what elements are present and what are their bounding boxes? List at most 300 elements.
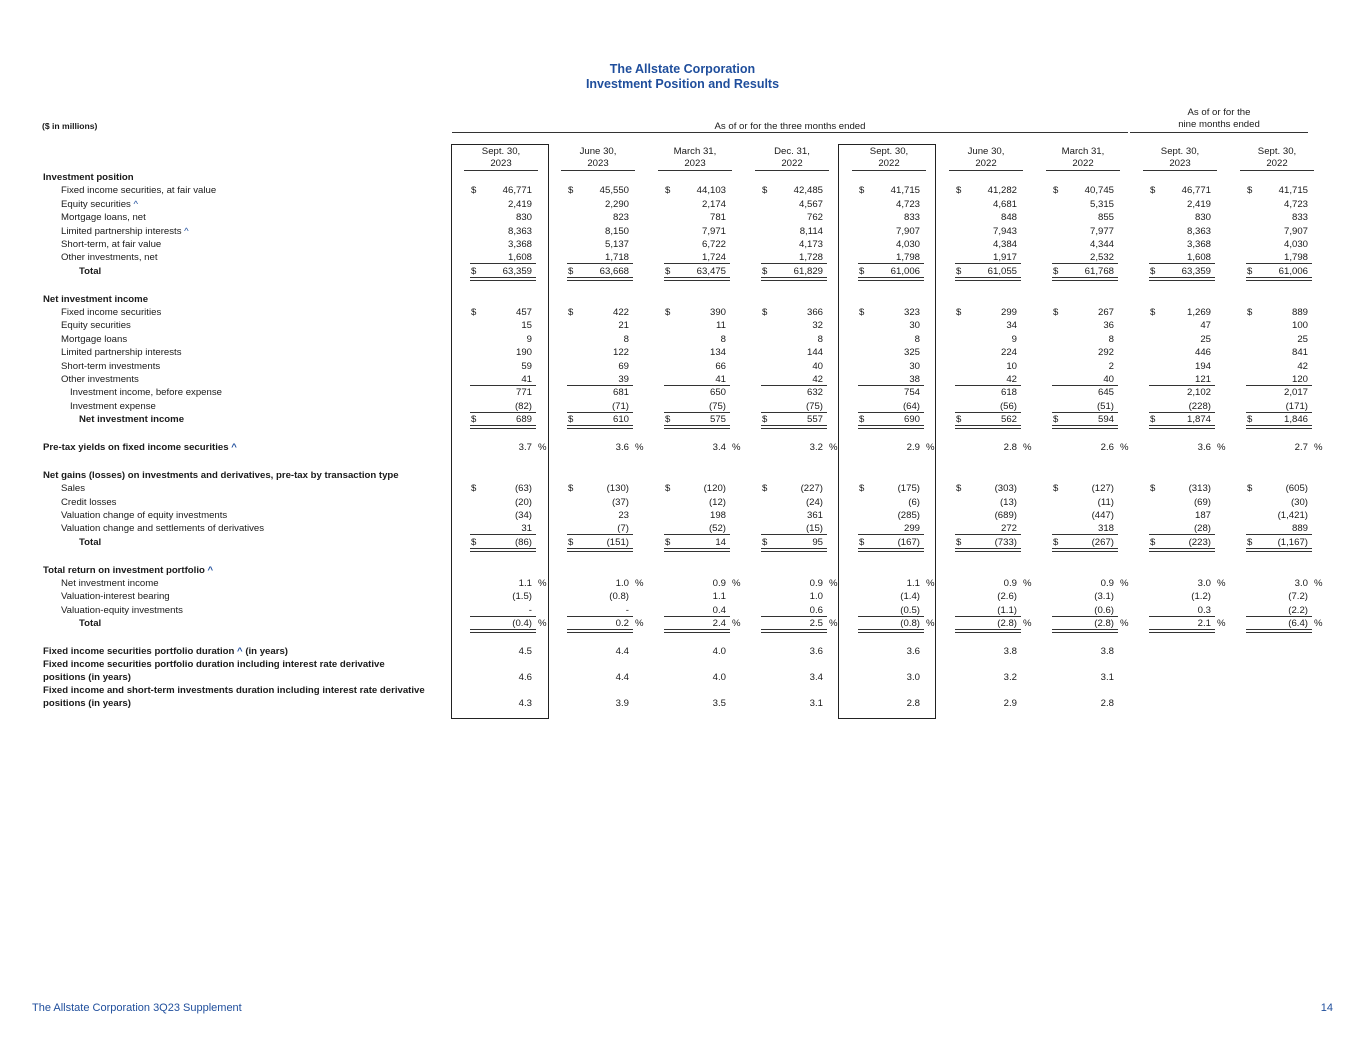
cell-value: 95 — [812, 536, 823, 548]
double-underline — [1149, 277, 1215, 281]
dollar-sign: $ — [665, 483, 671, 495]
single-underline — [1052, 263, 1118, 264]
double-underline — [955, 629, 1021, 633]
cell-value: 69 — [618, 360, 629, 372]
dollar-sign: $ — [956, 307, 962, 318]
row-label-text: Net investment income — [43, 293, 149, 305]
single-underline — [1246, 534, 1312, 535]
column-header-line2: 2022 — [1266, 158, 1288, 169]
row-label-text: Fixed income securities portfolio duration — [43, 646, 235, 657]
cell-value: 42 — [812, 374, 823, 385]
cell-value: 4.0 — [712, 671, 726, 683]
column-header-line2: 2022 — [878, 158, 900, 169]
single-underline — [470, 616, 536, 617]
row-label-text: Valuation change and settlements of derivatives — [61, 523, 265, 535]
cell-value: 2,290 — [604, 198, 629, 210]
cell-value: 2,102 — [1186, 387, 1211, 399]
cell-value: 2,174 — [701, 198, 726, 210]
cell-value: 190 — [515, 347, 532, 359]
cell-value: 2,419 — [507, 198, 532, 210]
row-label — [61, 307, 161, 318]
cell-value: 7,907 — [895, 225, 920, 237]
cell-value: (0.8) — [609, 591, 629, 603]
cell-value: 8,150 — [604, 225, 629, 237]
double-underline — [1149, 629, 1215, 633]
row-label-text: Limited partnership interests — [61, 225, 182, 237]
cell-value: 14 — [715, 536, 726, 548]
cell-value: 7,971 — [701, 225, 726, 237]
cell-value: 46,771 — [1181, 185, 1211, 197]
cell-value: (689) — [994, 510, 1017, 521]
double-underline — [858, 277, 924, 281]
cell-value: 41,715 — [1278, 185, 1308, 197]
single-underline — [1149, 412, 1215, 413]
double-underline — [470, 629, 536, 633]
cell-value: 61,006 — [1278, 265, 1308, 277]
dollar-sign: $ — [762, 483, 768, 495]
cell-value: (7) — [617, 523, 629, 535]
row-label — [61, 374, 139, 385]
cell-value: 1.0 — [809, 591, 823, 603]
cell-value: 1,269 — [1186, 307, 1211, 318]
dollar-sign: $ — [762, 185, 768, 197]
percent-sign: % — [635, 618, 644, 630]
column-header-rule — [949, 170, 1023, 171]
dollar-sign: $ — [1150, 307, 1156, 318]
report-subtitle: Investment Position and Results — [585, 77, 780, 91]
single-underline — [955, 385, 1021, 386]
cell-value: 120 — [1291, 374, 1308, 385]
dollar-sign: $ — [568, 307, 574, 318]
row-label-text: Valuation-interest bearing — [61, 591, 170, 603]
double-underline — [567, 548, 633, 552]
single-underline — [1149, 263, 1215, 264]
cell-value: (447) — [1091, 510, 1114, 521]
cell-value: 2.8 — [906, 697, 920, 709]
cell-value: 618 — [1000, 387, 1017, 399]
row-label-text: Investment position — [43, 172, 134, 183]
percent-sign: % — [829, 618, 838, 630]
cell-value: 38 — [909, 374, 920, 385]
cell-value: (63) — [514, 483, 532, 495]
row-label-text: Other investments — [61, 374, 139, 385]
cell-value: 833 — [1291, 212, 1308, 224]
double-underline — [567, 629, 633, 633]
dollar-sign: $ — [1053, 536, 1059, 548]
column-header-rule — [1046, 170, 1120, 171]
percent-sign: % — [829, 442, 838, 453]
dollar-sign: $ — [762, 414, 768, 426]
column-header-rule — [464, 170, 538, 171]
row-label-text: Equity securities — [61, 198, 131, 210]
row-label — [79, 537, 101, 548]
cell-value: 1,728 — [798, 252, 823, 264]
cell-value: 3.5 — [712, 697, 726, 709]
cell-value: 754 — [903, 387, 920, 399]
column-header-line2: 2023 — [587, 158, 609, 169]
cell-value: 5,315 — [1089, 198, 1114, 210]
dollar-sign: $ — [1053, 483, 1059, 495]
row-label — [61, 361, 160, 372]
cell-value: 121 — [1194, 374, 1211, 385]
dollar-sign: $ — [1150, 414, 1156, 426]
cell-value: 40,745 — [1084, 185, 1114, 197]
caret-marker: ^ — [204, 564, 214, 576]
cell-value: 0.9 — [1100, 578, 1114, 589]
cell-value: 4,681 — [992, 198, 1017, 210]
dollar-sign: $ — [859, 414, 865, 426]
percent-sign: % — [1217, 618, 1226, 630]
dollar-sign: $ — [762, 307, 768, 318]
cell-value: 4,173 — [798, 239, 823, 250]
three-months-header-rule — [452, 132, 1128, 133]
percent-sign: % — [1314, 618, 1323, 630]
cell-value: 30 — [909, 320, 920, 332]
row-label — [43, 470, 399, 481]
cell-value: 833 — [903, 212, 920, 224]
row-label — [61, 185, 216, 196]
cell-value: 45,550 — [599, 185, 629, 197]
row-label — [43, 565, 213, 576]
cell-value: 771 — [515, 387, 532, 399]
caret-marker: ^ — [181, 225, 189, 237]
cell-value: (82) — [514, 400, 532, 412]
cell-value: 0.3 — [1197, 604, 1211, 616]
row-label-text: Mortgage loans — [61, 333, 128, 345]
cell-value: (71) — [611, 400, 629, 412]
cell-value: (227) — [800, 483, 823, 495]
cell-value: 61,055 — [987, 265, 1017, 277]
cell-value: 224 — [1000, 347, 1017, 359]
cell-value: 9 — [1011, 333, 1017, 345]
double-underline — [664, 629, 730, 633]
cell-value: 2.1 — [1197, 618, 1211, 630]
single-underline — [470, 385, 536, 386]
cell-value: 318 — [1097, 523, 1114, 535]
cell-value: 323 — [903, 307, 920, 318]
cell-value: 8 — [914, 333, 920, 345]
cell-value: (37) — [611, 496, 629, 508]
row-label-text: Net gains (losses) on investments and derivatives, pre-tax by transaction type — [43, 469, 399, 481]
percent-sign: % — [1023, 578, 1032, 589]
cell-value: 781 — [709, 212, 726, 224]
cell-value: 61,829 — [793, 265, 823, 277]
cell-value: 823 — [612, 212, 629, 224]
cell-value: 361 — [806, 510, 823, 521]
single-underline — [955, 412, 1021, 413]
cell-value: 3.6 — [809, 646, 823, 657]
cell-value: 2,017 — [1283, 387, 1308, 399]
cell-value: 2.9 — [1003, 697, 1017, 709]
cell-value: 299 — [903, 523, 920, 535]
row-label — [43, 659, 385, 670]
cell-value: 3.4 — [712, 442, 726, 453]
row-label-text: Fixed income securities portfolio duration including interest rate derivative — [43, 659, 385, 671]
row-label — [43, 172, 134, 183]
column-header-rule — [755, 170, 829, 171]
column-header-line2: 2022 — [1072, 158, 1094, 169]
cell-value: (86) — [514, 536, 532, 548]
cell-value: 272 — [1000, 523, 1017, 535]
cell-value: (0.6) — [1094, 604, 1114, 616]
cell-value: 889 — [1291, 523, 1308, 535]
cell-value: 0.9 — [712, 578, 726, 589]
row-label — [43, 294, 148, 305]
page-number: 14 — [1320, 1002, 1333, 1014]
cell-value: 762 — [806, 212, 823, 224]
dollar-sign: $ — [762, 265, 768, 277]
double-underline — [664, 277, 730, 281]
dollar-sign: $ — [665, 536, 671, 548]
cell-value: 4,384 — [992, 239, 1017, 250]
cell-value: (267) — [1091, 536, 1114, 548]
row-label-text: Valuation change of equity investments — [61, 510, 228, 521]
cell-value: (1.2) — [1191, 591, 1211, 603]
cell-value: 325 — [903, 347, 920, 359]
double-underline — [567, 277, 633, 281]
cell-value: 47 — [1200, 320, 1211, 332]
three-months-header: As of or for the three months ended — [714, 121, 866, 132]
cell-value: 2,532 — [1089, 252, 1114, 264]
double-underline — [955, 548, 1021, 552]
cell-value: 61,768 — [1084, 265, 1114, 277]
cell-value: (52) — [708, 523, 726, 535]
single-underline — [1149, 385, 1215, 386]
dollar-sign: $ — [665, 307, 671, 318]
row-label — [61, 483, 85, 494]
percent-sign: % — [829, 578, 838, 589]
cell-value: 594 — [1097, 414, 1114, 426]
cell-value: 8,114 — [799, 225, 823, 237]
column-header-line1: June 30, — [579, 146, 617, 157]
cell-value: 0.2 — [615, 618, 629, 630]
cell-value: (2.6) — [997, 591, 1017, 603]
dollar-sign: $ — [956, 414, 962, 426]
double-underline — [1149, 425, 1215, 429]
cell-value: 122 — [612, 347, 629, 359]
cell-value: (2.2) — [1288, 604, 1308, 616]
dollar-sign: $ — [956, 185, 962, 197]
cell-value: 1,917 — [992, 252, 1017, 264]
cell-value: (51) — [1096, 400, 1114, 412]
percent-sign: % — [538, 578, 547, 589]
cell-value: 1,718 — [604, 252, 629, 264]
percent-sign: % — [1023, 442, 1032, 453]
cell-value: 390 — [709, 307, 726, 318]
cell-value: 292 — [1097, 347, 1114, 359]
row-label — [61, 497, 116, 508]
cell-value: 3.1 — [1100, 671, 1114, 683]
row-label — [43, 646, 288, 657]
single-underline — [955, 616, 1021, 617]
row-label-text: Other investments, net — [61, 252, 158, 264]
dollar-sign: $ — [859, 185, 865, 197]
single-underline — [664, 534, 730, 535]
cell-value: 63,359 — [502, 265, 532, 277]
cell-value: 40 — [1103, 374, 1114, 385]
single-underline — [664, 412, 730, 413]
cell-value: (171) — [1285, 400, 1308, 412]
cell-value: 61,006 — [890, 265, 920, 277]
dollar-sign: $ — [568, 265, 574, 277]
row-label — [61, 578, 159, 589]
double-underline — [858, 629, 924, 633]
dollar-sign: $ — [1053, 307, 1059, 318]
double-underline — [858, 548, 924, 552]
cell-value: (75) — [805, 400, 823, 412]
single-underline — [955, 534, 1021, 535]
double-underline — [761, 425, 827, 429]
cell-value: (24) — [805, 496, 823, 508]
cell-value: (28) — [1193, 523, 1211, 535]
nine-months-header-line2: nine months ended — [1178, 119, 1260, 130]
dollar-sign: $ — [665, 265, 671, 277]
row-label-text: Net investment income — [61, 578, 159, 589]
cell-value: 63,359 — [1181, 265, 1211, 277]
cell-value: (1.1) — [997, 604, 1017, 616]
cell-value: 4,030 — [895, 239, 920, 250]
dollar-sign: $ — [1053, 185, 1059, 197]
column-header-rule — [852, 170, 926, 171]
dollar-sign: $ — [1247, 483, 1253, 495]
cell-value: 25 — [1297, 333, 1308, 345]
percent-sign: % — [732, 442, 741, 453]
row-label — [61, 226, 189, 237]
cell-value: 3.0 — [1294, 578, 1308, 589]
cell-value: 0.9 — [809, 578, 823, 589]
row-label-text: Valuation-equity investments — [61, 604, 183, 616]
cell-value: 134 — [709, 347, 726, 359]
dollar-sign: $ — [1247, 307, 1253, 318]
cell-value: 144 — [806, 347, 823, 359]
cell-value: - — [625, 604, 629, 616]
single-underline — [1246, 263, 1312, 264]
row-label-text: Fixed income securities — [61, 307, 162, 318]
cell-value: - — [528, 604, 532, 616]
cell-value: 650 — [709, 387, 726, 399]
cell-value: (75) — [708, 400, 726, 412]
row-label-text: Credit losses — [61, 496, 117, 508]
cell-value: 4.4 — [615, 671, 629, 683]
cell-value: 42 — [1297, 360, 1308, 372]
cell-value: 31 — [521, 523, 532, 535]
row-label — [61, 239, 161, 250]
cell-value: 41 — [521, 374, 532, 385]
single-underline — [1149, 534, 1215, 535]
dollar-sign: $ — [471, 483, 477, 495]
column-header-rule — [1143, 170, 1217, 171]
double-underline — [858, 425, 924, 429]
row-label — [61, 212, 146, 223]
single-underline — [567, 385, 633, 386]
cell-value: 15 — [521, 320, 532, 332]
dollar-sign: $ — [1150, 483, 1156, 495]
cell-value: 830 — [1194, 212, 1211, 224]
cell-value: 8,363 — [507, 225, 532, 237]
column-header-rule — [561, 170, 635, 171]
cell-value: 267 — [1097, 307, 1114, 318]
cell-value: 557 — [806, 414, 823, 426]
single-underline — [1246, 412, 1312, 413]
cell-value: (1,421) — [1277, 510, 1308, 521]
cell-value: (12) — [708, 496, 726, 508]
cell-value: (2.8) — [1094, 618, 1114, 630]
cell-value: 8 — [623, 333, 629, 345]
cell-value: 1.1 — [906, 578, 920, 589]
cell-value: (223) — [1188, 536, 1211, 548]
row-label-text: Equity securities — [61, 320, 131, 332]
dollar-sign: $ — [471, 265, 477, 277]
cell-value: 3.8 — [1003, 646, 1017, 657]
cell-value: 23 — [618, 510, 629, 521]
cell-value: 457 — [515, 307, 532, 318]
cell-value: (0.5) — [900, 604, 920, 616]
cell-value: 2.5 — [809, 618, 823, 630]
cell-value: 2.7 — [1294, 442, 1308, 453]
dollar-sign: $ — [859, 265, 865, 277]
double-underline — [955, 277, 1021, 281]
double-underline — [1052, 629, 1118, 633]
row-label-text: Mortgage loans, net — [61, 212, 146, 224]
double-underline — [1246, 629, 1312, 633]
cell-value: (151) — [606, 536, 629, 548]
cell-value: 3.9 — [615, 697, 629, 709]
cell-value: 4,030 — [1283, 239, 1308, 250]
dollar-sign: $ — [956, 536, 962, 548]
dollar-sign: $ — [568, 483, 574, 495]
cell-value: (64) — [902, 400, 920, 412]
cell-value: (120) — [703, 483, 726, 495]
double-underline — [664, 425, 730, 429]
row-label — [61, 347, 182, 358]
row-label-text: Net investment income — [79, 414, 185, 426]
column-header-line1: Sept. 30, — [1257, 146, 1297, 157]
single-underline — [470, 263, 536, 264]
single-underline — [761, 385, 827, 386]
cell-value: (11) — [1097, 496, 1114, 508]
single-underline — [1052, 412, 1118, 413]
percent-sign: % — [926, 442, 935, 453]
dollar-sign: $ — [1150, 185, 1156, 197]
cell-value: 689 — [515, 414, 532, 426]
cell-value: 4,567 — [798, 198, 823, 210]
row-label-text: Short-term investments — [61, 360, 161, 372]
row-label — [61, 523, 264, 534]
cell-value: 2.9 — [906, 442, 920, 453]
cell-value: 2 — [1108, 360, 1114, 372]
row-label — [70, 401, 156, 412]
column-header-line2: 2022 — [781, 158, 803, 169]
single-underline — [664, 263, 730, 264]
cell-value: 1,608 — [1186, 252, 1211, 264]
column-header-line1: Sept. 30, — [1160, 146, 1200, 157]
cell-value: 194 — [1194, 360, 1211, 372]
single-underline — [858, 385, 924, 386]
cell-value: (6.4) — [1288, 618, 1308, 630]
row-label-text: Short-term, at fair value — [61, 239, 162, 250]
row-label — [79, 414, 184, 425]
row-label — [61, 199, 138, 210]
double-underline — [470, 425, 536, 429]
cell-value: (167) — [897, 536, 920, 548]
cell-value: 2.4 — [712, 618, 726, 630]
cell-value: 7,943 — [992, 225, 1017, 237]
double-underline — [567, 425, 633, 429]
row-label-text: Sales — [61, 483, 85, 495]
percent-sign: % — [1314, 442, 1323, 453]
double-underline — [664, 548, 730, 552]
cell-value: 5,137 — [604, 239, 629, 250]
